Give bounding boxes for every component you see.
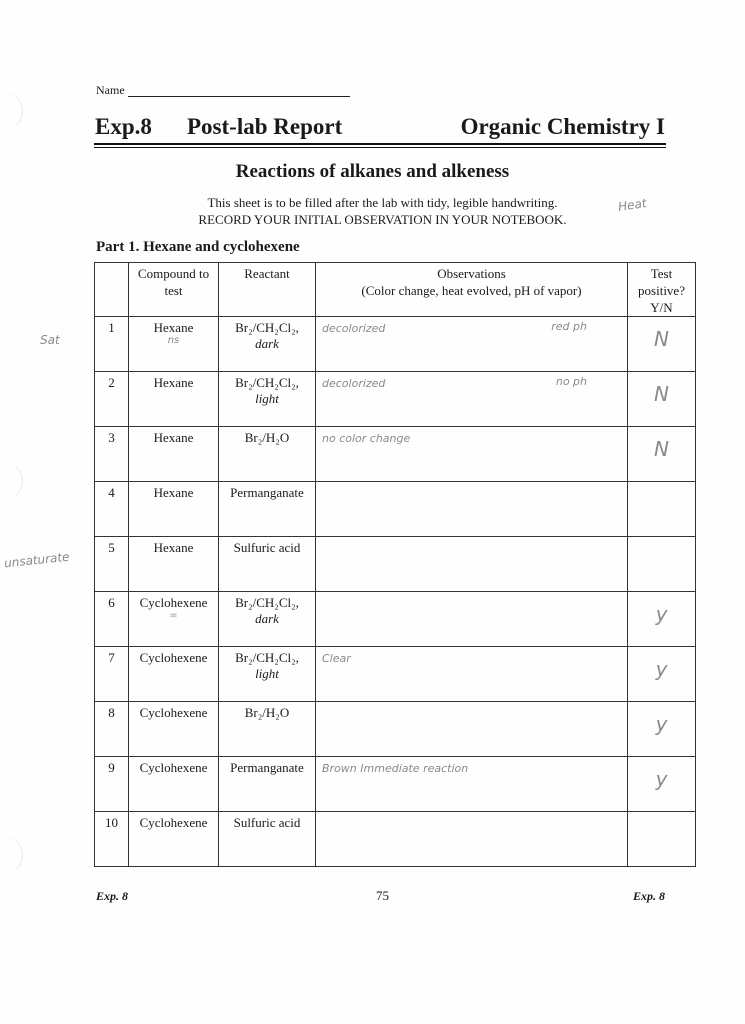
table-row [95, 812, 696, 867]
observation-text: Brown Immediate reaction [322, 762, 469, 775]
footer-right: Exp. 8 [632, 889, 665, 903]
compound-handwritten-note: = [169, 610, 178, 621]
footer-left: Exp. 8 [96, 889, 129, 903]
header-compound: Compound to test [129, 263, 219, 317]
test-result-mark: y [655, 657, 668, 681]
observation-ph-note: no ph [555, 375, 587, 388]
row-number: 2 [95, 372, 129, 427]
header-rule [94, 143, 666, 145]
header-test-line3: Y/N [650, 300, 673, 315]
test-result-cell[interactable] [628, 537, 696, 592]
row-number: 7 [95, 647, 129, 702]
punch-hole [0, 92, 23, 130]
compound-name: Hexane [153, 320, 194, 335]
compound-cell [129, 482, 219, 537]
reactant-cell [219, 317, 316, 372]
table-row [95, 482, 696, 537]
compound-cell [129, 757, 219, 812]
row-number: 6 [95, 592, 129, 647]
instruction-line-1: This sheet is to be filled after the lab with tidy, legible handwriting. [207, 195, 558, 210]
row-number: 10 [95, 812, 129, 867]
compound-name: Cyclohexene [139, 760, 208, 775]
test-result-mark: N [654, 382, 669, 406]
reactant-cell [219, 757, 316, 812]
table-row [95, 537, 696, 592]
margin-note-unsat: unsaturate [3, 549, 71, 571]
row-number: 5 [95, 537, 129, 592]
experiment-number: Exp.8 [95, 114, 152, 139]
header-test [628, 263, 696, 317]
observation-cell[interactable] [316, 427, 628, 482]
observation-cell[interactable] [316, 812, 628, 867]
reactant-name: Br₂/CH₂Cl₂, [235, 595, 299, 610]
name-field[interactable] [128, 96, 350, 97]
row-number: 9 [95, 757, 129, 812]
reactant-condition: dark [255, 611, 279, 626]
punch-hole [0, 836, 23, 874]
header-observations-hint: (Color change, heat evolved, pH of vapor) [361, 283, 582, 298]
observation-cell[interactable] [316, 702, 628, 757]
compound-cell [129, 647, 219, 702]
margin-note-sat: Sat [40, 333, 60, 347]
reactant-cell [219, 427, 316, 482]
name-label: Name [96, 83, 125, 97]
compound-name: Hexane [153, 430, 194, 445]
test-result-cell[interactable] [628, 482, 696, 537]
compound-name: Cyclohexene [139, 705, 208, 720]
compound-cell [129, 317, 219, 372]
margin-note-heat: Heat [617, 196, 648, 214]
instruction-line-2: RECORD YOUR INITIAL OBSERVATION IN YOUR NOTEBOOK. [198, 212, 567, 227]
table-header-row [95, 263, 696, 317]
reactant-cell [219, 702, 316, 757]
table-row [95, 592, 696, 647]
observation-cell[interactable] [316, 317, 628, 372]
observation-cell[interactable] [316, 482, 628, 537]
compound-cell [129, 537, 219, 592]
header-observations-title: Observations [437, 266, 506, 281]
reactant-cell [219, 647, 316, 702]
table-row [95, 757, 696, 812]
test-result-mark: y [655, 767, 668, 791]
row-number: 8 [95, 702, 129, 757]
header-test-line1: Test [650, 266, 673, 281]
reactant-name: Br₂/CH₂Cl₂, [235, 320, 299, 335]
reactant-name: Sulfuric acid [233, 815, 301, 830]
observation-cell[interactable] [316, 372, 628, 427]
test-result-mark: y [655, 602, 668, 626]
header-rule-thin [94, 147, 666, 148]
test-result-cell[interactable] [628, 647, 696, 702]
compound-cell [129, 592, 219, 647]
row-number: 3 [95, 427, 129, 482]
test-result-cell[interactable] [628, 427, 696, 482]
table-row [95, 427, 696, 482]
compound-name: Cyclohexene [139, 650, 208, 665]
reactant-condition: dark [255, 336, 279, 351]
observation-table [94, 262, 696, 867]
reactant-cell [219, 482, 316, 537]
reactant-cell [219, 372, 316, 427]
observation-ph-note: red ph [551, 320, 587, 333]
table-row [95, 702, 696, 757]
row-number: 1 [95, 317, 129, 372]
test-result-cell[interactable] [628, 702, 696, 757]
table-row [95, 647, 696, 702]
table-row [95, 317, 696, 372]
course-title: Organic Chemistry I [460, 114, 665, 139]
reactant-name: Permanganate [230, 760, 304, 775]
header-number [95, 263, 129, 317]
compound-cell [129, 427, 219, 482]
reactant-name: Br₂/CH₂Cl₂, [235, 375, 299, 390]
header-reactant: Reactant [219, 263, 316, 317]
page-subtitle: Reactions of alkanes and alkeness [235, 161, 510, 182]
test-result-mark: N [654, 327, 669, 351]
test-result-mark: N [654, 437, 669, 461]
observation-text: decolorized [322, 377, 386, 390]
reactant-condition: light [255, 391, 279, 406]
compound-cell [129, 372, 219, 427]
test-result-cell[interactable] [628, 812, 696, 867]
report-title: Post-lab Report [187, 114, 343, 139]
compound-cell [129, 812, 219, 867]
table-row [95, 372, 696, 427]
compound-name: Hexane [153, 375, 194, 390]
row-number: 4 [95, 482, 129, 537]
reactant-name: Br₂/CH₂Cl₂, [235, 650, 299, 665]
compound-cell [129, 702, 219, 757]
test-result-cell[interactable] [628, 317, 696, 372]
observation-cell[interactable] [316, 537, 628, 592]
observation-text: no color change [322, 432, 411, 445]
compound-handwritten-note: ns [167, 335, 180, 346]
observation-text: Clear [322, 652, 351, 665]
reactant-cell [219, 812, 316, 867]
test-result-cell[interactable] [628, 372, 696, 427]
observation-cell[interactable] [316, 647, 628, 702]
reactant-name: Br₂/H₂O [244, 430, 290, 445]
compound-name: Hexane [153, 485, 194, 500]
test-result-cell[interactable] [628, 757, 696, 812]
reactant-name: Br₂/H₂O [244, 705, 290, 720]
compound-name: Cyclohexene [139, 815, 208, 830]
observation-cell[interactable] [316, 592, 628, 647]
compound-name: Cyclohexene [139, 595, 208, 610]
punch-hole [0, 462, 23, 500]
reactant-cell [219, 537, 316, 592]
compound-name: Hexane [153, 540, 194, 555]
reactant-name: Sulfuric acid [233, 540, 301, 555]
test-result-mark: y [655, 712, 668, 736]
header-test-line2: positive? [638, 283, 685, 298]
header-observations [316, 263, 628, 317]
observation-cell[interactable] [316, 757, 628, 812]
part-heading: Part 1. Hexane and cyclohexene [96, 239, 300, 255]
reactant-cell [219, 592, 316, 647]
observation-text: decolorized [322, 322, 386, 335]
reactant-condition: light [255, 666, 279, 681]
test-result-cell[interactable] [628, 592, 696, 647]
page-number: 75 [376, 888, 389, 903]
reactant-name: Permanganate [230, 485, 304, 500]
